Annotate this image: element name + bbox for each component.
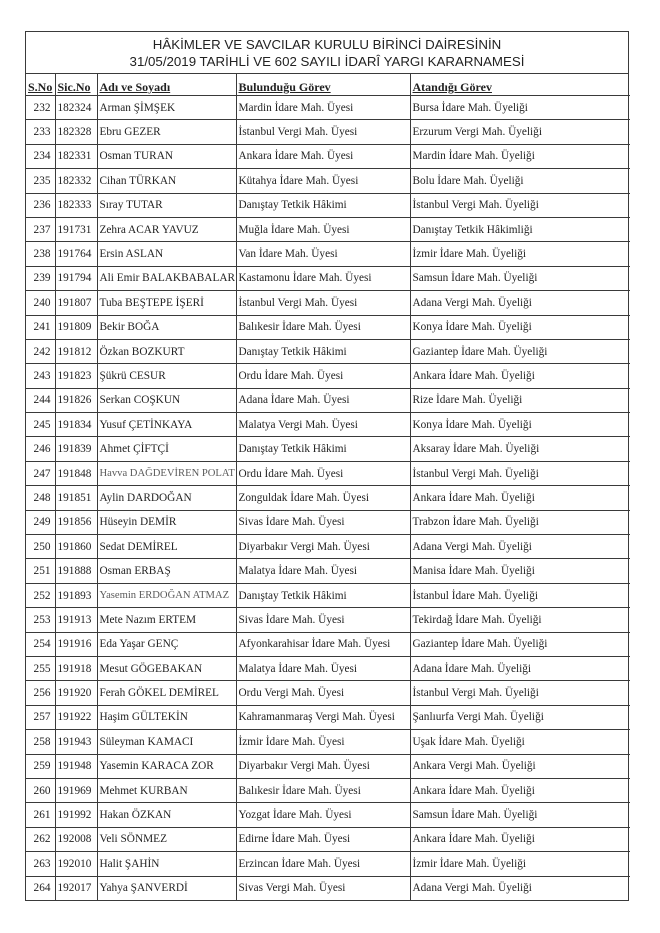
cell-current-post: Afyonkarahisar İdare Mah. Üyesi [236,632,410,656]
cell-current-post: Sivas İdare Mah. Üyesi [236,510,410,534]
header-sno: S.No [26,74,55,96]
cell-assigned-post: İzmir İdare Mah. Üyeliği [410,242,630,266]
cell-sicno: 191992 [55,803,97,827]
cell-sicno: 191764 [55,242,97,266]
cell-assigned-post: İstanbul Vergi Mah. Üyeliği [410,681,630,705]
cell-current-post: Danıştay Tetkik Hâkimi [236,193,410,217]
cell-name: Özkan BOZKURT [97,339,236,363]
cell-current-post: Danıştay Tetkik Hâkimi [236,437,410,461]
cell-current-post: Kütahya İdare Mah. Üyesi [236,169,410,193]
cell-name: Yasemin KARACA ZOR [97,754,236,778]
cell-sicno: 182332 [55,169,97,193]
cell-current-post: Diyarbakır Vergi Mah. Üyesi [236,754,410,778]
cell-current-post: Ordu İdare Mah. Üyesi [236,461,410,485]
cell-current-post: Zonguldak İdare Mah. Üyesi [236,486,410,510]
cell-name: Sedat DEMİREL [97,535,236,559]
cell-sno: 238 [26,242,55,266]
table-header-row [26,74,630,96]
cell-name: Mesut GÖGEBAKAN [97,656,236,680]
table-row [26,754,630,778]
table-row [26,827,630,851]
cell-name: Yasemin ERDOĞAN ATMAZ [97,583,236,607]
cell-assigned-post: Uşak İdare Mah. Üyeliği [410,730,630,754]
cell-name: Veli SÖNMEZ [97,827,236,851]
cell-sno: 251 [26,559,55,583]
table-row [26,608,630,632]
cell-sicno: 191920 [55,681,97,705]
cell-sicno: 191826 [55,388,97,412]
cell-current-post: Diyarbakır Vergi Mah. Üyesi [236,535,410,559]
cell-sicno: 191922 [55,705,97,729]
cell-current-post: Mardin İdare Mah. Üyesi [236,96,410,120]
cell-assigned-post: Adana İdare Mah. Üyeliği [410,656,630,680]
cell-sicno: 191834 [55,413,97,437]
cell-assigned-post: Manisa İdare Mah. Üyeliği [410,559,630,583]
cell-sno: 257 [26,705,55,729]
cell-sicno: 191812 [55,339,97,363]
cell-assigned-post: Konya İdare Mah. Üyeliği [410,315,630,339]
cell-sno: 254 [26,632,55,656]
cell-assigned-post: Gaziantep İdare Mah. Üyeliği [410,632,630,656]
cell-sicno: 191823 [55,364,97,388]
cell-name: Havva DAĞDEVİREN POLAT [97,461,236,485]
cell-assigned-post: İstanbul Vergi Mah. Üyeliği [410,193,630,217]
cell-sno: 243 [26,364,55,388]
cell-current-post: Van İdare Mah. Üyesi [236,242,410,266]
table-body [26,96,630,900]
cell-sicno: 191731 [55,217,97,241]
cell-sicno: 192017 [55,876,97,900]
cell-sicno: 191948 [55,754,97,778]
cell-assigned-post: Aksaray İdare Mah. Üyeliği [410,437,630,461]
cell-assigned-post: Danıştay Tetkik Hâkimliği [410,217,630,241]
cell-name: Süleyman KAMACI [97,730,236,754]
cell-sicno: 191860 [55,535,97,559]
cell-current-post: Kahramanmaraş Vergi Mah. Üyesi [236,705,410,729]
title-line-1: HÂKİMLER VE SAVCILAR KURULU BİRİNCİ DAİRESİNİN [152,37,502,52]
cell-assigned-post: Bolu İdare Mah. Üyeliği [410,169,630,193]
cell-assigned-post: Konya İdare Mah. Üyeliği [410,413,630,437]
cell-name: Yahya ŞANVERDİ [97,876,236,900]
cell-name: Tuba BEŞTEPE İŞERİ [97,291,236,315]
cell-name: Mete Nazım ERTEM [97,608,236,632]
cell-sicno: 191848 [55,461,97,485]
cell-name: Serkan COŞKUN [97,388,236,412]
cell-current-post: Balıkesir İdare Mah. Üyesi [236,315,410,339]
cell-sno: 259 [26,754,55,778]
table-row [26,778,630,802]
table-row [26,437,630,461]
cell-sno: 255 [26,656,55,680]
cell-name: Ali Emir BALAKBABALAR [97,266,236,290]
cell-current-post: Edirne İdare Mah. Üyesi [236,827,410,851]
cell-current-post: Balıkesir İdare Mah. Üyesi [236,778,410,802]
table-row [26,291,630,315]
cell-sno: 253 [26,608,55,632]
document-title [26,32,628,74]
cell-sicno: 182324 [55,96,97,120]
cell-sicno: 191918 [55,656,97,680]
table-row [26,217,630,241]
table-row [26,120,630,144]
cell-sicno: 191807 [55,291,97,315]
table-row [26,364,630,388]
cell-sicno: 191893 [55,583,97,607]
cell-sno: 247 [26,461,55,485]
table-row [26,632,630,656]
cell-sno: 261 [26,803,55,827]
cell-name: Ferah GÖKEL DEMİREL [97,681,236,705]
cell-name: Yusuf ÇETİNKAYA [97,413,236,437]
table-row [26,730,630,754]
cell-assigned-post: Trabzon İdare Mah. Üyeliği [410,510,630,534]
cell-sicno: 191839 [55,437,97,461]
cell-sicno: 191943 [55,730,97,754]
cell-sno: 252 [26,583,55,607]
header-assigned-post: Atandığı Görev [412,80,492,94]
cell-current-post: Erzincan İdare Mah. Üyesi [236,852,410,876]
cell-sno: 262 [26,827,55,851]
cell-current-post: Yozgat İdare Mah. Üyesi [236,803,410,827]
table-row [26,681,630,705]
cell-name: Osman ERBAŞ [97,559,236,583]
cell-assigned-post: İstanbul İdare Mah. Üyeliği [410,583,630,607]
cell-sicno: 182328 [55,120,97,144]
decree-document [25,31,629,901]
cell-current-post: Malatya İdare Mah. Üyesi [236,656,410,680]
cell-sicno: 192010 [55,852,97,876]
cell-sno: 235 [26,169,55,193]
cell-sno: 258 [26,730,55,754]
cell-sicno: 191916 [55,632,97,656]
cell-sno: 244 [26,388,55,412]
cell-assigned-post: Şanlıurfa Vergi Mah. Üyeliği [410,705,630,729]
cell-sno: 256 [26,681,55,705]
cell-current-post: Danıştay Tetkik Hâkimi [236,339,410,363]
cell-name: Hakan ÖZKAN [97,803,236,827]
cell-assigned-post: Adana Vergi Mah. Üyeliği [410,876,630,900]
cell-name: Ebru GEZER [97,120,236,144]
table-row [26,388,630,412]
table-row [26,559,630,583]
cell-assigned-post: Erzurum Vergi Mah. Üyeliği [410,120,630,144]
table-row [26,705,630,729]
cell-current-post: Ordu Vergi Mah. Üyesi [236,681,410,705]
cell-name: Bekir BOĞA [97,315,236,339]
cell-current-post: İstanbul Vergi Mah. Üyesi [236,291,410,315]
table-row [26,193,630,217]
cell-current-post: Sivas Vergi Mah. Üyesi [236,876,410,900]
cell-sno: 240 [26,291,55,315]
cell-name: Cihan TÜRKAN [97,169,236,193]
table-row [26,486,630,510]
cell-assigned-post: Tekirdağ İdare Mah. Üyeliği [410,608,630,632]
header-sicno: Sic.No [55,74,97,96]
cell-sicno: 191913 [55,608,97,632]
cell-assigned-post: Samsun İdare Mah. Üyeliği [410,266,630,290]
cell-assigned-post: Mardin İdare Mah. Üyeliği [410,144,630,168]
cell-assigned-post: İzmir İdare Mah. Üyeliği [410,852,630,876]
cell-assigned-post: Bursa İdare Mah. Üyeliği [410,96,630,120]
cell-name: Ersin ASLAN [97,242,236,266]
cell-sno: 233 [26,120,55,144]
cell-current-post: İstanbul Vergi Mah. Üyesi [236,120,410,144]
cell-name: Mehmet KURBAN [97,778,236,802]
cell-sno: 260 [26,778,55,802]
table-row [26,852,630,876]
cell-assigned-post: Gaziantep İdare Mah. Üyeliği [410,339,630,363]
cell-name: Ahmet ÇİFTÇİ [97,437,236,461]
cell-name: Arman ŞİMŞEK [97,96,236,120]
cell-sicno: 192008 [55,827,97,851]
cell-name: Osman TURAN [97,144,236,168]
table-row [26,315,630,339]
cell-sicno: 191969 [55,778,97,802]
table-row [26,144,630,168]
cell-assigned-post: Samsun İdare Mah. Üyeliği [410,803,630,827]
title-line-2: 31/05/2019 TARİHLİ VE 602 SAYILI İDARÎ YARGI KARARNAMESİ [129,54,525,69]
cell-assigned-post: Rize İdare Mah. Üyeliği [410,388,630,412]
table-row [26,413,630,437]
header-name: Adı ve Soyadı [97,74,236,96]
cell-sno: 245 [26,413,55,437]
cell-sno: 248 [26,486,55,510]
cell-current-post: Ankara İdare Mah. Üyesi [236,144,410,168]
assignment-table [26,74,630,900]
header-current-post: Bulunduğu Görev [236,74,410,96]
cell-sno: 264 [26,876,55,900]
table-row [26,169,630,193]
cell-current-post: Ordu İdare Mah. Üyesi [236,364,410,388]
cell-sicno: 191888 [55,559,97,583]
cell-sno: 246 [26,437,55,461]
cell-current-post: Danıştay Tetkik Hâkimi [236,583,410,607]
cell-assigned-post: İstanbul Vergi Mah. Üyeliği [410,461,630,485]
cell-sicno: 191851 [55,486,97,510]
cell-sno: 242 [26,339,55,363]
cell-assigned-post: Ankara İdare Mah. Üyeliği [410,827,630,851]
cell-sicno: 191809 [55,315,97,339]
table-row [26,266,630,290]
cell-current-post: Malatya Vergi Mah. Üyesi [236,413,410,437]
cell-sno: 250 [26,535,55,559]
cell-assigned-post: Ankara İdare Mah. Üyeliği [410,486,630,510]
cell-current-post: Sivas İdare Mah. Üyesi [236,608,410,632]
cell-current-post: Malatya İdare Mah. Üyesi [236,559,410,583]
cell-sno: 239 [26,266,55,290]
cell-sno: 241 [26,315,55,339]
table-row [26,461,630,485]
cell-sno: 249 [26,510,55,534]
cell-name: Şükrü CESUR [97,364,236,388]
cell-sicno: 182333 [55,193,97,217]
table-row [26,656,630,680]
cell-sno: 234 [26,144,55,168]
table-row [26,803,630,827]
cell-name: Haşim GÜLTEKİN [97,705,236,729]
cell-sicno: 182331 [55,144,97,168]
cell-name: Halit ŞAHİN [97,852,236,876]
cell-assigned-post: Adana Vergi Mah. Üyeliği [410,535,630,559]
cell-current-post: Muğla İdare Mah. Üyesi [236,217,410,241]
cell-current-post: İzmir İdare Mah. Üyesi [236,730,410,754]
cell-assigned-post: Ankara İdare Mah. Üyeliği [410,778,630,802]
table-row [26,242,630,266]
cell-sicno: 191856 [55,510,97,534]
cell-assigned-post: Adana Vergi Mah. Üyeliği [410,291,630,315]
table-row [26,583,630,607]
table-row [26,535,630,559]
table-row [26,876,630,900]
cell-name: Hüseyin DEMİR [97,510,236,534]
cell-sno: 232 [26,96,55,120]
cell-name: Sıray TUTAR [97,193,236,217]
table-row [26,339,630,363]
cell-name: Aylin DARDOĞAN [97,486,236,510]
cell-sno: 237 [26,217,55,241]
table-row [26,96,630,120]
cell-sno: 263 [26,852,55,876]
cell-assigned-post: Ankara Vergi Mah. Üyeliği [410,754,630,778]
cell-name: Zehra ACAR YAVUZ [97,217,236,241]
cell-assigned-post: Ankara İdare Mah. Üyeliği [410,364,630,388]
cell-sicno: 191794 [55,266,97,290]
cell-current-post: Adana İdare Mah. Üyesi [236,388,410,412]
cell-sno: 236 [26,193,55,217]
cell-current-post: Kastamonu İdare Mah. Üyesi [236,266,410,290]
table-row [26,510,630,534]
cell-name: Eda Yaşar GENÇ [97,632,236,656]
